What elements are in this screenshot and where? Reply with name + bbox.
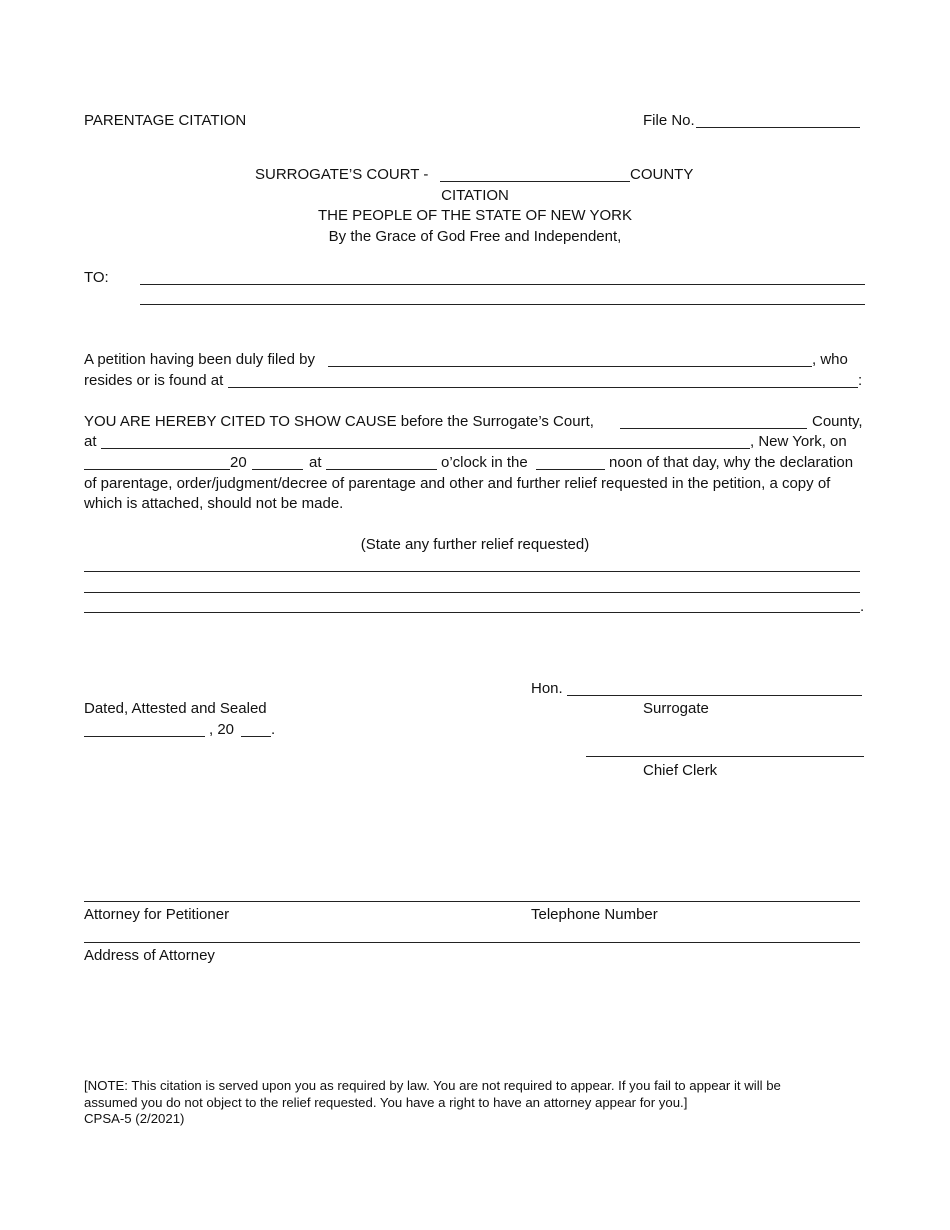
cited-line5-text: which is attached, should not be made.	[84, 495, 344, 512]
address-of-attorney-label: Address of Attorney	[84, 947, 215, 964]
chief-clerk-signature-field[interactable]	[586, 756, 864, 757]
dated-20-text: , 20	[209, 721, 235, 738]
grace-heading: By the Grace of God Free and Independent,	[328, 228, 622, 245]
hearing-am-pm-field[interactable]	[536, 469, 605, 470]
hon-label: Hon.	[531, 680, 563, 697]
petition-resides-text: resides or is found at	[84, 372, 224, 389]
dated-label: Dated, Attested and Sealed	[84, 700, 267, 717]
file-no-label: File No.	[643, 112, 695, 129]
hearing-year-field[interactable]	[252, 469, 303, 470]
cited-at2-text: at	[309, 454, 322, 471]
cited-county-text: County,	[812, 413, 863, 430]
county-suffix: COUNTY	[630, 166, 694, 183]
chief-clerk-label: Chief Clerk	[643, 762, 718, 779]
relief-field-line-2[interactable]	[84, 592, 860, 593]
hearing-date-field[interactable]	[84, 469, 230, 470]
cited-noon-text: noon of that day, why the declaration	[609, 454, 854, 471]
relief-field-line-3[interactable]	[84, 612, 860, 613]
county-name-field[interactable]	[440, 181, 630, 182]
surrogate-signature-field[interactable]	[567, 695, 862, 696]
petitioner-name-field[interactable]	[328, 366, 812, 367]
note-line-2: assumed you do not object to the relief requested. You have a right to have an attorney appear for you.]	[84, 1095, 688, 1110]
cited-20-text: 20	[230, 454, 247, 471]
citation-heading: CITATION	[441, 187, 509, 204]
petition-colon: :	[858, 372, 863, 389]
file-no-field[interactable]	[696, 127, 860, 128]
hearing-time-field[interactable]	[326, 469, 437, 470]
dated-year-field[interactable]	[241, 736, 271, 737]
people-heading: THE PEOPLE OF THE STATE OF NEW YORK	[318, 207, 632, 224]
form-code: CPSA-5 (2/2021)	[84, 1111, 185, 1126]
dated-month-day-field[interactable]	[84, 736, 205, 737]
note-line-1: [NOTE: This citation is served upon you as required by law. You are not required to appear. If you fail to appear it will be	[84, 1078, 781, 1093]
to-label: TO:	[84, 269, 109, 286]
attorney-for-petitioner-label: Attorney for Petitioner	[84, 906, 230, 923]
cited-line4-text: of parentage, order/judgment/decree of parentage and other and further relief requested in the petition, a copy of	[84, 475, 831, 492]
cited-at-text: at	[84, 433, 97, 450]
court-prefix: SURROGATE’S COURT -	[255, 166, 429, 183]
relief-period: .	[860, 598, 865, 615]
petitioner-address-field[interactable]	[228, 387, 858, 388]
to-field-line-1[interactable]	[140, 284, 865, 285]
hearing-county-field[interactable]	[620, 428, 807, 429]
attorney-address-field[interactable]	[84, 942, 860, 943]
cited-oclock-text: o’clock in the	[441, 454, 528, 471]
cited-line1-text: YOU ARE HEREBY CITED TO SHOW CAUSE before the Surrogate’s Court,	[84, 413, 594, 430]
petition-filed-by-text: A petition having been duly filed by	[84, 351, 315, 368]
petition-who-text: , who	[812, 351, 848, 368]
to-field-line-2[interactable]	[140, 304, 865, 305]
telephone-number-label: Telephone Number	[531, 906, 658, 923]
cited-new-york-text: , New York, on	[750, 433, 847, 450]
relief-label: (State any further relief requested)	[360, 536, 590, 553]
relief-field-line-1[interactable]	[84, 571, 860, 572]
attorney-name-phone-field[interactable]	[84, 901, 860, 902]
hearing-location-field[interactable]	[101, 448, 750, 449]
form-title: PARENTAGE CITATION	[84, 112, 247, 129]
dated-period: .	[271, 721, 276, 738]
surrogate-label: Surrogate	[643, 700, 709, 717]
